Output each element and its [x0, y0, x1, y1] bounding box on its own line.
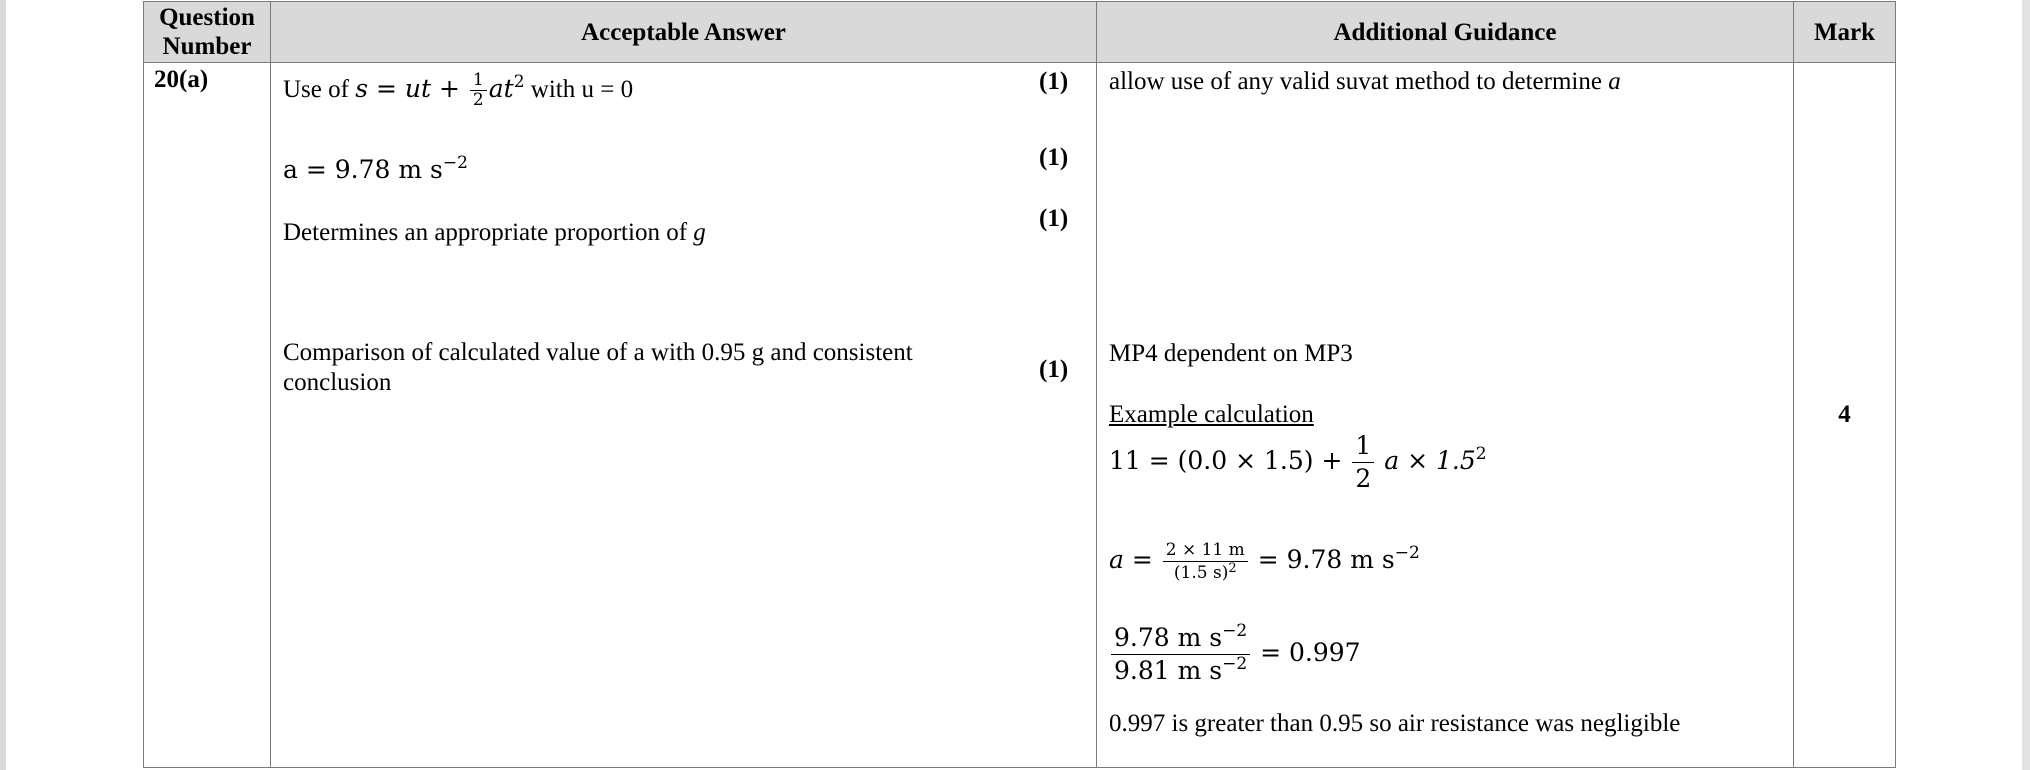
table-row	[144, 63, 1896, 768]
header-acceptable-answer: Acceptable Answer	[271, 2, 1097, 63]
header-mark: Mark	[1794, 2, 1896, 63]
example-calc-1: 11 = (0.0 × 1.5) + $\frac{1}{2}$ $a \times 1.5^2$	[1109, 431, 1487, 493]
question-number: 20(a)	[154, 66, 209, 93]
acceptable-answer-cell	[271, 63, 1097, 768]
mark-label-3: (1)	[1039, 205, 1069, 232]
additional-guidance-cell	[1097, 63, 1794, 768]
answer-line-4: Comparison of calculated value of a with 0.95 g and consistent conclusion	[283, 339, 913, 396]
answer-line-3: Determines an appropriate proportion of g	[283, 219, 706, 246]
header-row	[144, 2, 1896, 63]
answer-line-2: a = 9.78 m $s^{-2}$	[283, 153, 468, 184]
mark-scheme-table	[143, 1, 1896, 768]
answer-line-1: Use of s = ut + $\frac{1}{2}$ $at^2$ with u = 0	[283, 70, 634, 110]
header-question-number: Question Number	[144, 2, 271, 63]
suvat-equation: s = ut + $\frac{1}{2}$ $at^2$	[355, 70, 525, 110]
mark-label-4: (1)	[1039, 356, 1069, 383]
example-calc-2: a = $\frac{2 \times 11 m}{(1.5 s)^2}$ = 9.78 m $s^{-2}$	[1109, 540, 1420, 583]
example-calc-3: $\frac{9.78 m s^{-2}}{9.81 m s^{-2}}$ = 0.997	[1109, 615, 1361, 691]
example-heading: Example calculation	[1109, 401, 1314, 428]
mark-label-1: (1)	[1039, 68, 1069, 95]
guidance-line-1: allow use of any valid suvat method to determine a	[1109, 68, 1621, 95]
guidance-conclusion: 0.997 is greater than 0.95 so air resistance was negligible	[1109, 710, 1681, 737]
total-mark: 4	[1838, 401, 1851, 428]
guidance-mp4: MP4 dependent on MP3	[1109, 340, 1353, 367]
mark-label-2: (1)	[1039, 144, 1069, 171]
question-number-cell	[144, 63, 271, 768]
mark-cell	[1794, 63, 1896, 768]
left-page-edge	[0, 0, 6, 770]
right-page-edge	[2022, 0, 2030, 770]
header-additional-guidance: Additional Guidance	[1097, 2, 1794, 63]
